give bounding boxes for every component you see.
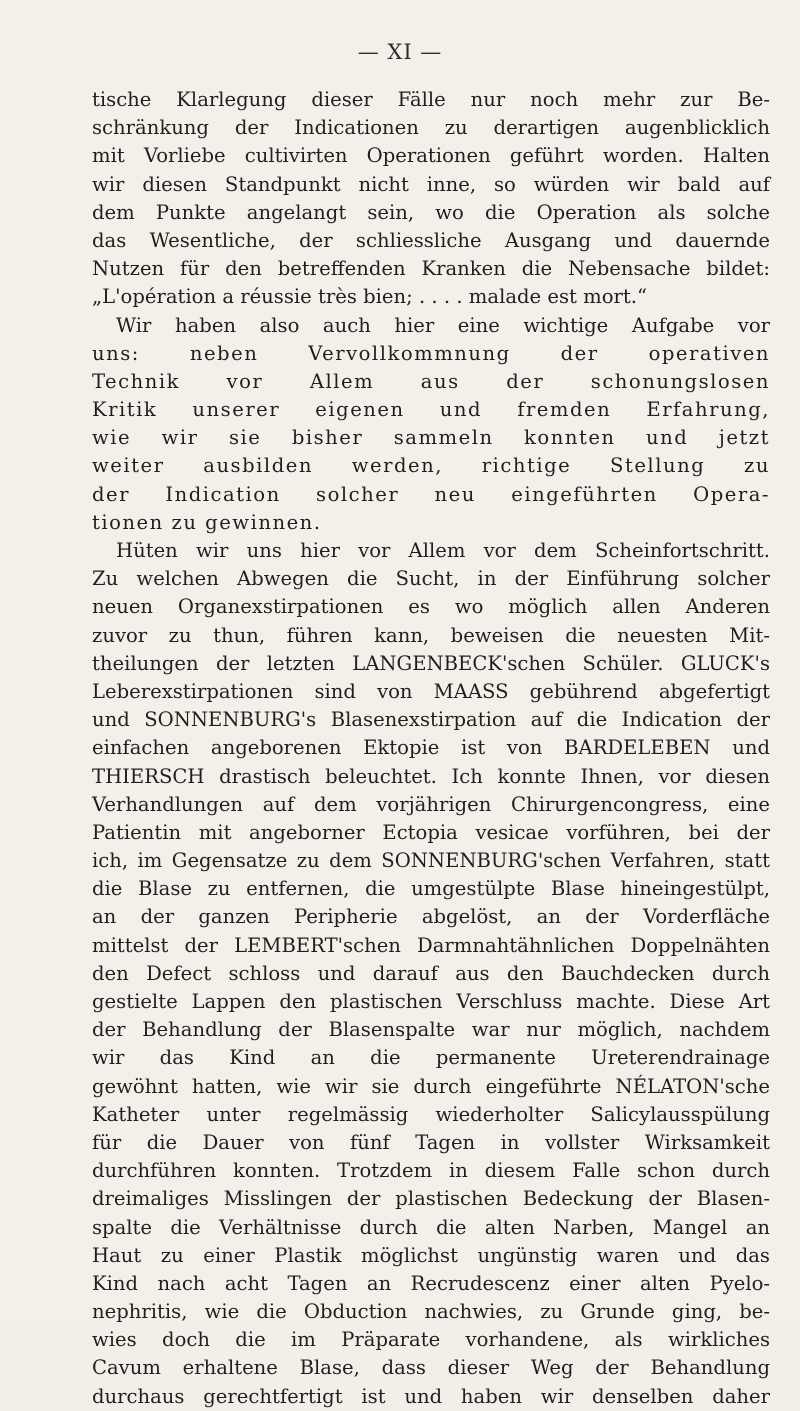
text-line: tische Klarlegung dieser Fälle nur noch mehr zur Be- bbox=[92, 88, 770, 111]
text-line: Haut zu einer Plastik möglichst ungünstig waren und das bbox=[92, 1243, 770, 1267]
text-line: Zu welchen Abwegen die Sucht, in der Einführung solcher bbox=[92, 567, 770, 591]
text-line: das Wesentliche, der schliessliche Ausgang und dauernde bbox=[92, 228, 770, 252]
text-line: „L'opération a réussie très bien; . . . . malade est mort.“ bbox=[92, 285, 647, 309]
body-text bbox=[92, 86, 770, 1411]
text-line: Kritik unserer eigenen und fremden Erfahrung, bbox=[92, 398, 770, 422]
text-line: wir diesen Standpunkt nicht inne, so würden wir bald auf bbox=[92, 172, 770, 196]
text-line: Patientin mit angeborner Ectopia vesicae vorführen, bei der bbox=[92, 820, 770, 844]
text-line: gestielte Lappen den plastischen Verschluss machte. Diese Art bbox=[92, 990, 770, 1013]
text-line: spalte die Verhältnisse durch die alten Narben, Mangel an bbox=[92, 1215, 770, 1239]
text-line: mittelst der LEMBERT'schen Darmnahtähnlichen Doppelnähten bbox=[92, 933, 770, 957]
text-line: wie wir sie bisher sammeln konnten und jetzt bbox=[92, 426, 770, 450]
text-line: Kind nach acht Tagen an Recrudescenz einer alten Pyelo- bbox=[92, 1271, 770, 1295]
text-line: weiter ausbilden werden, richtige Stellung zu bbox=[92, 454, 770, 478]
text-line: Verhandlungen auf dem vorjährigen Chirurgencongress, eine bbox=[92, 792, 770, 816]
text-line: und SONNENBURG's Blasenexstirpation auf die Indication der bbox=[92, 708, 770, 732]
text-line: Wir haben also auch hier eine wichtige Aufgabe vor bbox=[116, 313, 770, 337]
text-line: einfachen angeborenen Ektopie ist von BARDELEBEN und bbox=[92, 736, 770, 760]
text-line: theilungen der letzten LANGENBECK'schen Schüler. GLUCK's bbox=[92, 651, 770, 675]
text-line: wies doch die im Präparate vorhandene, als wirkliches bbox=[92, 1328, 770, 1352]
text-line: uns: neben Vervollkommnung der operativen bbox=[92, 341, 770, 365]
page-number: — XI — bbox=[357, 40, 443, 64]
text-line: nephritis, wie die Obduction nachwies, zu Grunde ging, be- bbox=[92, 1300, 770, 1324]
text-line: die Blase zu entfernen, die umgestülpte Blase hineingestülpt, bbox=[92, 877, 770, 901]
text-line: zuvor zu thun, führen kann, beweisen die neuesten Mit- bbox=[92, 623, 770, 647]
text-line: mit Vorliebe cultivirten Operationen geführt worden. Halten bbox=[92, 144, 770, 168]
text-line: der Indication solcher neu eingeführten Opera- bbox=[92, 482, 770, 506]
text-line: Cavum erhaltene Blase, dass dieser Weg der Behandlung bbox=[92, 1356, 770, 1380]
text-line: dreimaliges Misslingen der plastischen Bedeckung der Blasen- bbox=[92, 1187, 770, 1211]
text-line: schränkung der Indicationen zu derartigen augenblicklich bbox=[92, 116, 770, 140]
text-line: dem Punkte angelangt sein, wo die Operation als solche bbox=[92, 200, 770, 224]
text-line: gewöhnt hatten, wie wir sie durch eingeführte NÉLATON'sche bbox=[92, 1074, 770, 1098]
text-line: der Behandlung der Blasenspalte war nur möglich, nachdem bbox=[92, 1018, 770, 1042]
text-line: für die Dauer von fünf Tagen in vollster Wirksamkeit bbox=[92, 1130, 770, 1154]
text-line: Hüten wir uns hier vor Allem vor dem Scheinfortschritt. bbox=[116, 539, 770, 562]
text-line: neuen Organexstirpationen es wo möglich allen Anderen bbox=[92, 595, 770, 619]
text-line: durchaus gerechtfertigt ist und haben wir denselben daher bbox=[92, 1384, 770, 1408]
text-line: den Defect schloss und darauf aus den Bauchdecken durch bbox=[92, 961, 770, 985]
text-line: Leberexstirpationen sind von MAASS gebührend abgefertigt bbox=[92, 679, 770, 703]
text-line: an der ganzen Peripherie abgelöst, an der Vorderfläche bbox=[92, 905, 770, 929]
text-line: Nutzen für den betreffenden Kranken die Nebensache bildet: bbox=[92, 257, 770, 281]
text-line: durchführen konnten. Trotzdem in diesem Falle schon durch bbox=[92, 1159, 770, 1183]
text-line: ich, im Gegensatze zu dem SONNENBURG'schen Verfahren, statt bbox=[92, 849, 770, 873]
text-line: THIERSCH drastisch beleuchtet. Ich konnte Ihnen, vor diesen bbox=[92, 764, 770, 788]
text-line: wir das Kind an die permanente Ureterendrainage bbox=[92, 1046, 770, 1070]
text-line: Technik vor Allem aus der schonungslosen bbox=[92, 369, 770, 393]
text-line: Katheter unter regelmässig wiederholter Salicylausspülung bbox=[92, 1102, 770, 1126]
text-line: tionen zu gewinnen. bbox=[92, 510, 322, 534]
